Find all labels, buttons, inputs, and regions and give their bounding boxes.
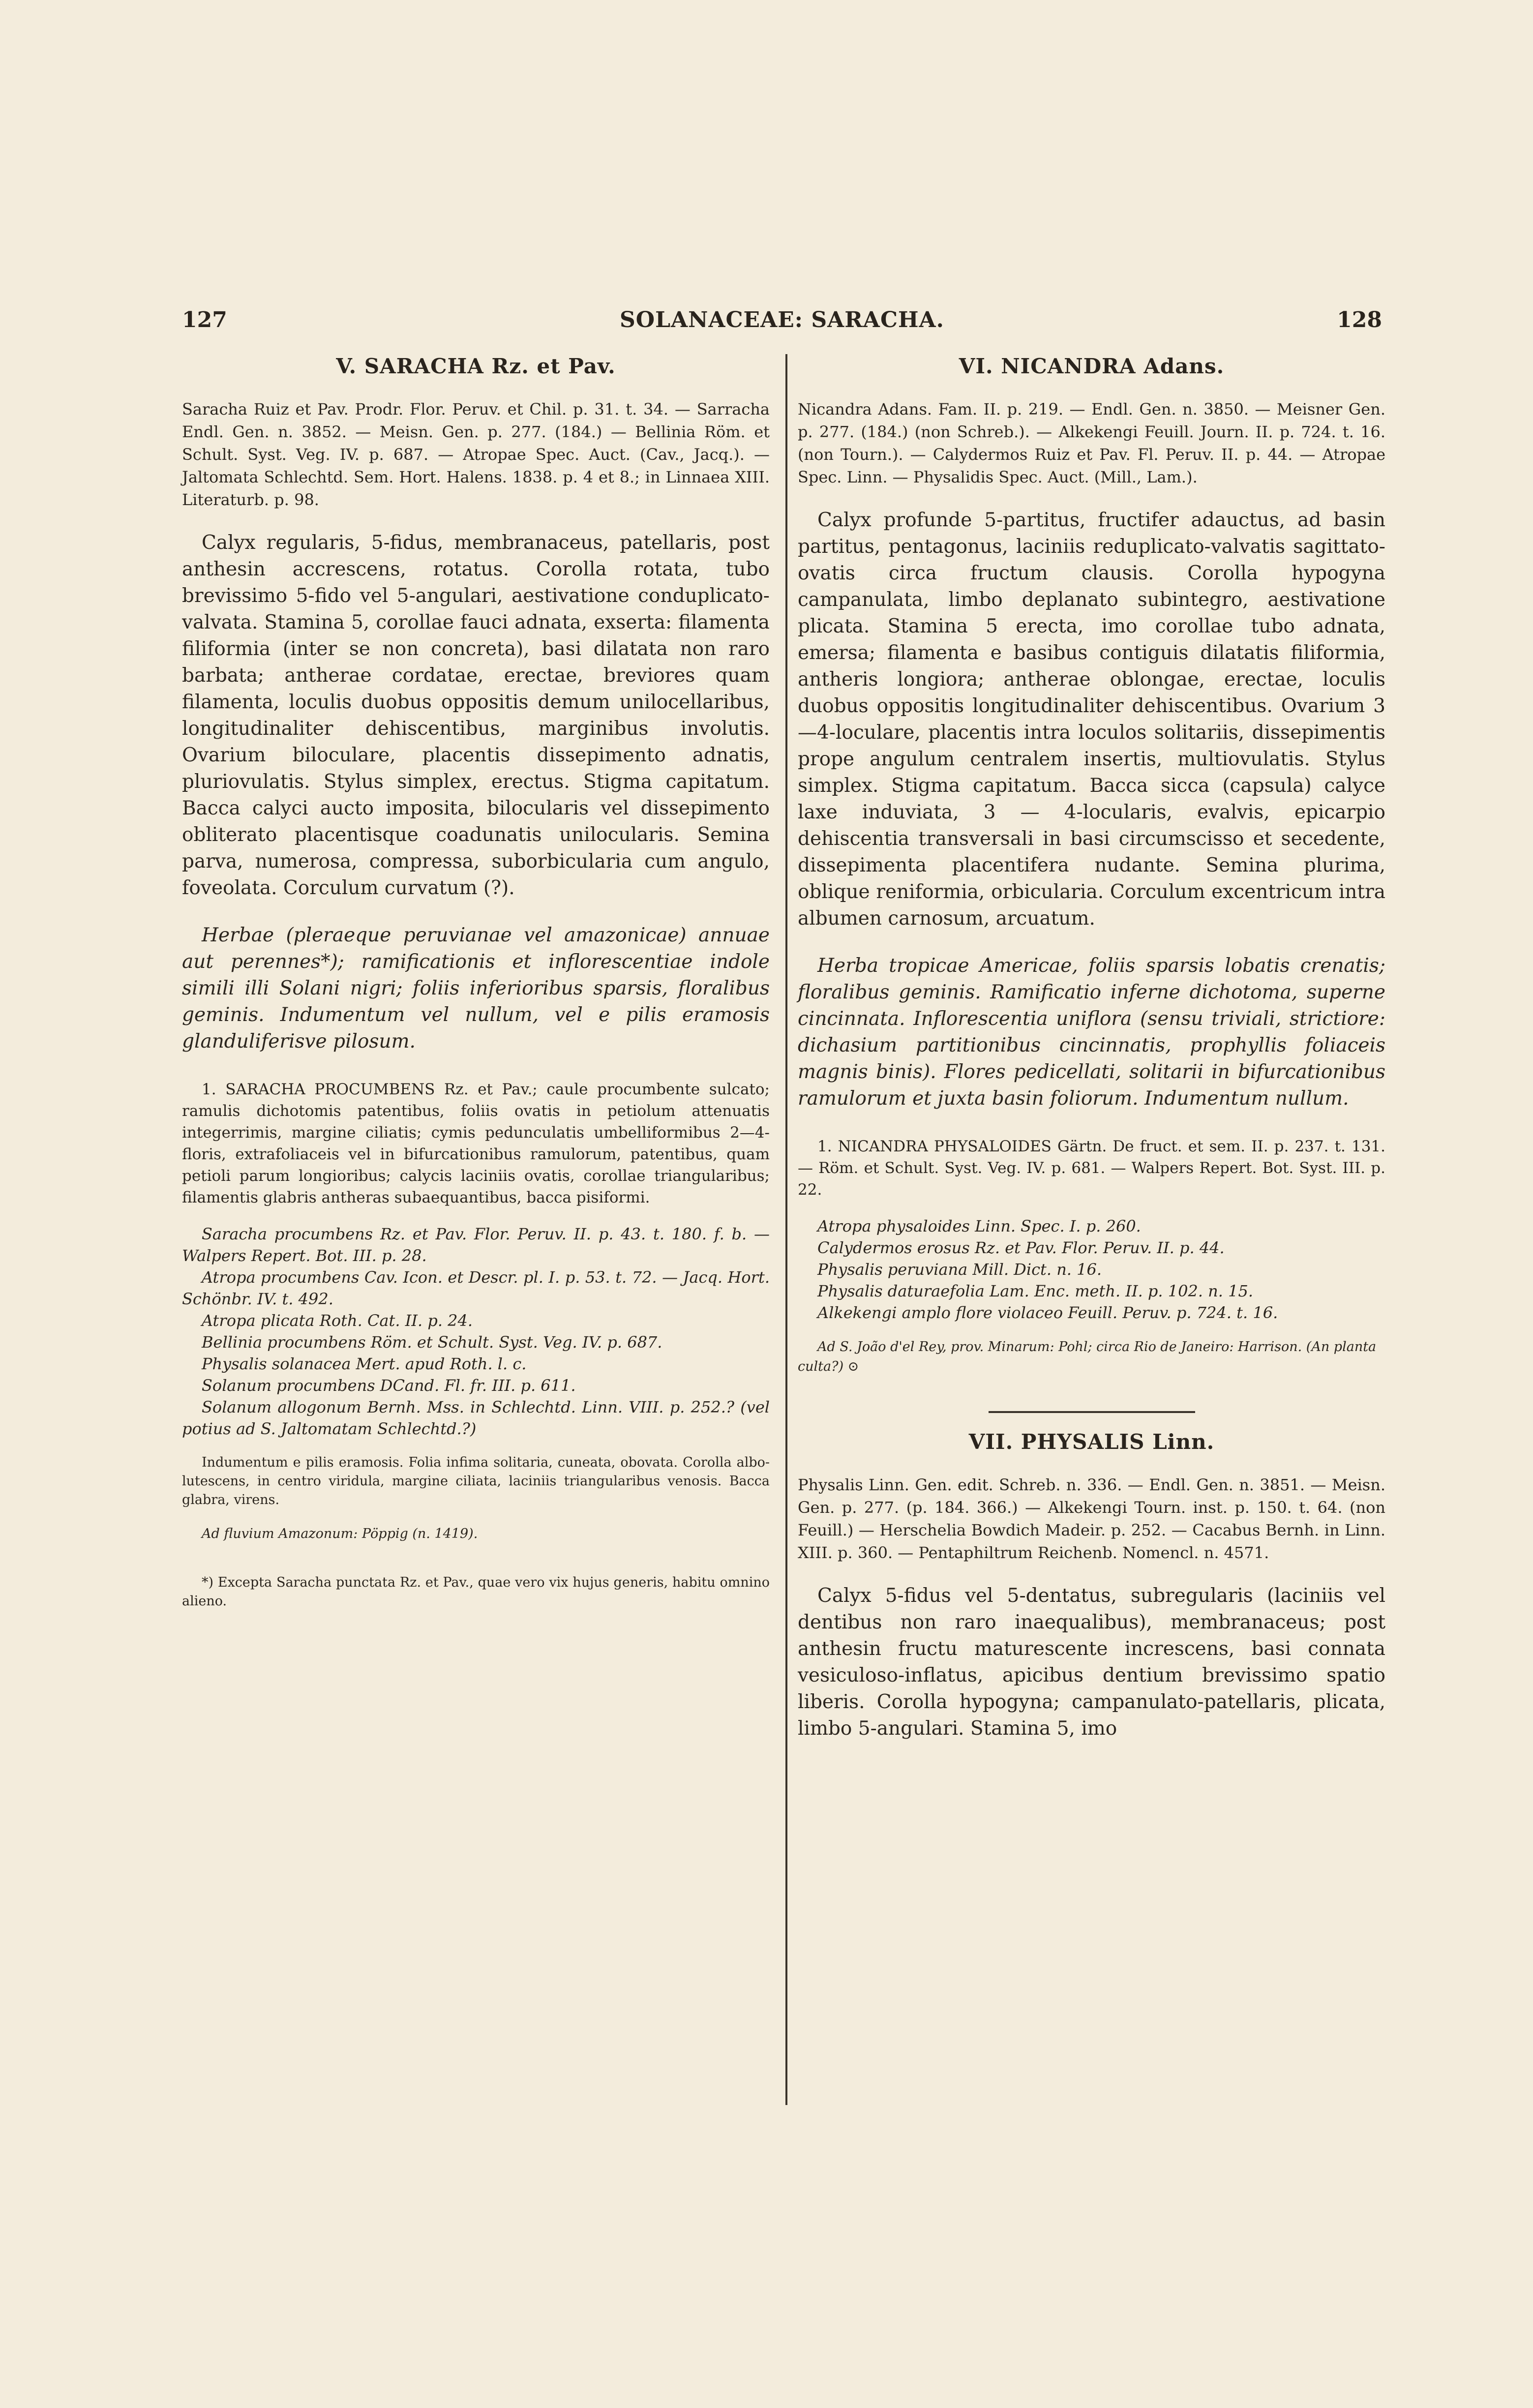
genus-synonymy: Saracha Ruiz et Pav. Prodr. Flor. Peruv. et Chil. p. 31. t. 34. — Sarracha Endl. Gen. n. 3852. — Meisn. Gen. p. 277. (184.) — Bellinia Röm. et Schult. Syst. Veg. IV. p. 687. — Atropae Spec. Auct. (Cav., Jacq.). — Jaltomata Schlechtd. Sem. Hort. Halens. 1838. p. 4 et 8.; in Linnaea XIII. Literaturb. p. 98. bbox=[182, 400, 770, 509]
right-column bbox=[798, 354, 1385, 1763]
section-divider bbox=[989, 1411, 1195, 1413]
synonym-entry: Saracha procumbens Rz. et Pav. Flor. Peruv. II. p. 43. t. 180. f. b. — Walpers Repert. Bot. III. p. 28. bbox=[182, 1225, 770, 1265]
page-number-left: 127 bbox=[182, 307, 227, 332]
genus-synonymy: Nicandra Adans. Fam. II. p. 219. — Endl. Gen. n. 3850. — Meisner Gen. p. 277. (184.) (non Schreb.). — Alkekengi Feuill. Journ. II. p. 724. t. 16. (non Tourn.). — Calydermos Ruiz et Pav. Fl. Peruv. II. p. 44. — Atropae Spec. Linn. — Physalidis Spec. Auct. (Mill., Lam.). bbox=[798, 400, 1385, 486]
species-locality: Ad fluvium Amazonum: Pöppig (n. 1419). bbox=[202, 1526, 478, 1541]
left-column bbox=[182, 354, 770, 1611]
species-description: 1. SARACHA PROCUMBENS Rz. et Pav.; caule procumbente sulcato; ramulis dichotomis patentibus, foliis ovatis in petiolum attenuatis integerrimis, margine ciliatis; cymis pedunculatis umbelliformibus 2—4-floris, extrafoliaceis vel in bifurcationibus ramulorum, patentibus, quam petioli parum longioribus; calycis laciniis ovatis, corollae triangularibus; filamentis glabris antheras subaequantibus, bacca pisiformi. bbox=[182, 1081, 770, 1206]
synonym-entry: Atropa physaloides Linn. Spec. I. p. 260. bbox=[817, 1217, 1141, 1235]
synonym-entry: Alkekengi amplo flore violaceo Feuill. Peruv. p. 724. t. 16. bbox=[817, 1303, 1278, 1322]
synonym-entry: Solanum allogonum Bernh. Mss. in Schlechtd. Linn. VIII. p. 252.? (vel potius ad S. Jaltomatam Schlechtd.?) bbox=[182, 1398, 770, 1438]
species-locality: Ad S. João d'el Rey, prov. Minarum: Pohl; circa Rio de Janeiro: Harrison. (An planta culta?) ⊙ bbox=[798, 1339, 1377, 1374]
synonym-entry: Atropa plicata Roth. Cat. II. p. 24. bbox=[202, 1311, 473, 1330]
synonym-entry: Solanum procumbens DCand. Fl. fr. III. p. 611. bbox=[202, 1376, 576, 1395]
synonym-entry: Calydermos erosus Rz. et Pav. Flor. Peruv. II. p. 44. bbox=[817, 1238, 1225, 1257]
genus-habit: Herba tropicae Americae, foliis sparsis lobatis crenatis; floralibus geminis. Ramificatio inferne dichotoma, superne cincinnata. Inflorescentia uniflora (sensu triviali, strictiore: dichasium partitionibus cincinnatis, prophyllis foliaceis magnis binis). Flores pedicellati, solitarii in bifurcationibus ramulorum et juxta basin foliorum. Indumentum nullum. bbox=[798, 955, 1385, 1110]
column-divider bbox=[785, 354, 787, 2105]
genus-title-physalis: VII. PHYSALIS Linn. bbox=[968, 1430, 1215, 1454]
synonym-entry: Physalis peruviana Mill. Dict. n. 16. bbox=[817, 1260, 1102, 1279]
species-description: 1. NICANDRA PHYSALOIDES Gärtn. De fruct. et sem. II. p. 237. t. 131. — Röm. et Schult. Syst. Veg. IV. p. 681. — Walpers Repert. Bot. Syst. III. p. 22. bbox=[798, 1138, 1385, 1199]
page-number-right: 128 bbox=[1337, 307, 1382, 332]
footnote: *) Excepta Saracha punctata Rz. et Pav., quae vero vix hujus generis, habitu omnino alieno. bbox=[182, 1575, 770, 1609]
genus-description: Calyx 5-fidus vel 5-dentatus, subregularis (laciniis vel dentibus non raro inaequalibus), membranaceus; post anthesin fructu maturescente increscens, basi connata vesiculoso-inflatus, apicibus dentium brevissimo spatio liberis. Corolla hypogyna; campanulato-patellaris, plicata, limbo 5-angulari. Stamina 5, imo bbox=[798, 1585, 1385, 1740]
synonym-entry: Atropa procumbens Cav. Icon. et Descr. pl. I. p. 53. t. 72. — Jacq. Hort. Schönbr. IV. t. 492. bbox=[182, 1268, 770, 1308]
synonym-entry: Physalis solanacea Mert. apud Roth. l. c. bbox=[202, 1354, 527, 1373]
synonym-entry: Bellinia procumbens Röm. et Schult. Syst. Veg. IV. p. 687. bbox=[202, 1333, 662, 1352]
genus-title-saracha: V. SARACHA Rz. et Pav. bbox=[336, 354, 616, 378]
genus-description: Calyx regularis, 5-fidus, membranaceus, patellaris, post anthesin accrescens, rotatus. Corolla rotata, tubo brevissimo 5-fido vel 5-angulari, aestivatione conduplicato-valvata. Stamina 5, corollae fauci adnata, exserta: filamenta filiformia (inter se non concreta), basi dilatata non raro barbata; antherae cordatae, erectae, breviores quam filamenta, loculis duobus oppositis demum unilocellaribus, longitudinaliter dehiscentibus, marginibus involutis. Ovarium biloculare, placentis dissepimento adnatis, pluriovulatis. Stylus simplex, erectus. Stigma capitatum. Bacca calyci aucto imposita, bilocularis vel dissepimento obliterato placentisque coadunatis unilocularis. Semina parva, numerosa, compressa, suborbicularia cum angulo, foveolata. Corculum curvatum (?). bbox=[182, 532, 770, 899]
genus-synonymy: Physalis Linn. Gen. edit. Schreb. n. 336. — Endl. Gen. n. 3851. — Meisn. Gen. p. 277. (p. 184. 366.) — Alkekengi Tourn. inst. p. 150. t. 64. (non Feuill.) — Herschelia Bowdich Madeir. p. 252. — Cacabus Bernh. in Linn. XIII. p. 360. — Pentaphiltrum Reichenb. Nomencl. n. 4571. bbox=[798, 1475, 1385, 1562]
synonym-entry: Physalis daturaefolia Lam. Enc. meth. II. p. 102. n. 15. bbox=[817, 1282, 1254, 1300]
species-synonym-list bbox=[182, 1223, 770, 1440]
species-synonym-list bbox=[798, 1215, 1385, 1324]
running-title: SOLANACEAE: SARACHA. bbox=[620, 307, 944, 332]
species-notes: Indumentum e pilis eramosis. Folia infima solitaria, cuneata, obovata. Corolla albo-lutescens, in centro viridula, margine ciliata, laciniis triangularibus venosis. Bacca glabra, virens. bbox=[182, 1455, 770, 1507]
genus-title-nicandra: VI. NICANDRA Adans. bbox=[959, 354, 1225, 378]
genus-habit: Herbae (pleraeque peruvianae vel amazonicae) annuae aut perennes*); ramificationis et inflorescentiae indole simili illi Solani nigri; foliis inferioribus sparsis, floralibus geminis. Indumentum vel nullum, vel e pilis eramosis glanduliferisve pilosum. bbox=[182, 924, 770, 1053]
genus-description: Calyx profunde 5-partitus, fructifer adauctus, ad basin partitus, pentagonus, laciniis reduplicato-valvatis sagittato-ovatis circa fructum clausis. Corolla hypogyna campanulata, limbo deplanato subintegro, aestivatione plicata. Stamina 5 erecta, imo corollae tubo adnata, emersa; filamenta e basibus contiguis dilatatis filiformia, antheris longiora; antherae oblongae, erectae, loculis duobus oppositis longitudinaliter dehiscentibus. Ovarium 3—4-loculare, placentis intra loculos solitariis, dissepimentis prope angulum centralem insertis, multiovulatis. Stylus simplex. Stigma capitatum. Bacca sicca (capsula) calyce laxe induviata, 3 — 4-locularis, evalvis, epicarpio dehiscentia transversali in basi circumscisso et secedente, dissepimenta placentifera nudante. Semina plurima, oblique reniformia, orbicularia. Corculum excentricum intra albumen carnosum, arcuatum. bbox=[798, 509, 1385, 930]
running-head bbox=[182, 307, 1382, 337]
